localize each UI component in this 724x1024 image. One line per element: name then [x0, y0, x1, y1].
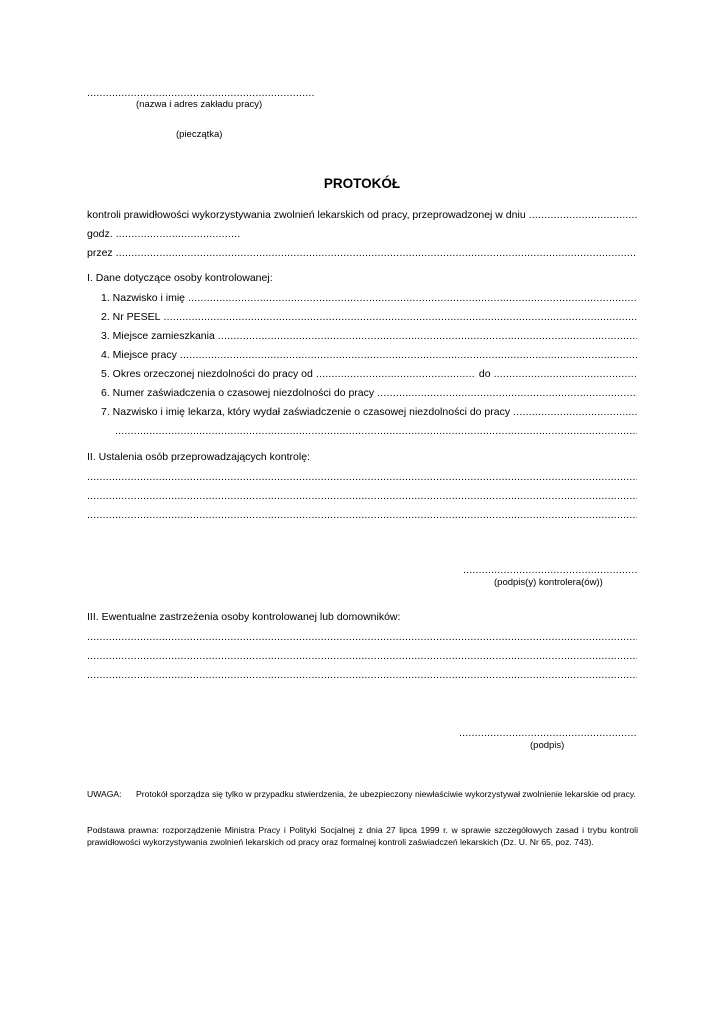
list-item [101, 291, 637, 305]
list-item [101, 310, 637, 324]
inspection-date-label: kontroli prawidłowości wykorzystywania zwolnień lekarskich od pracy, przeprowadzonej w dniu [87, 209, 526, 221]
list-item [101, 386, 637, 400]
inspection-time-line [87, 227, 240, 241]
company-name-field[interactable] [87, 86, 315, 100]
objections-field-3[interactable] [87, 668, 637, 682]
inspector-signature-caption: (podpis(y) kontrolera(ów)) [494, 577, 603, 588]
findings-field-2[interactable] [87, 489, 637, 503]
pesel-field[interactable] [164, 310, 637, 324]
findings-field-3[interactable] [87, 508, 637, 522]
inspection-date-line [87, 208, 637, 222]
list-item [101, 367, 637, 381]
incapacity-to-label: do [478, 368, 491, 380]
note-text: Protokół sporządza się tylko w przypadku stwierdzenia, że ubezpieczony niewłaściwie wykorzystywał zwolnienie lekarskie od pracy. [136, 789, 636, 799]
section-2-heading: II. Ustalenia osób przeprowadzających kontrolę: [87, 451, 310, 463]
incapacity-period-label: 5. Okres orzeczonej niezdolności do pracy od [101, 368, 313, 380]
name-field[interactable] [188, 291, 637, 305]
name-label: 1. Nazwisko i imię [101, 292, 186, 304]
stamp-caption: (pieczątka) [176, 129, 223, 140]
findings-field-1[interactable] [87, 470, 637, 484]
residence-field[interactable] [218, 329, 637, 343]
list-item [101, 329, 637, 343]
inspector-line [87, 246, 637, 260]
workplace-field[interactable] [180, 348, 637, 362]
section-3-heading: III. Ewentualne zastrzeżenia osoby kontrolowanej lub domowników: [87, 611, 401, 623]
workplace-label: 4. Miejsce pracy [101, 349, 177, 361]
residence-label: 3. Miejsce zamieszkania [101, 330, 215, 342]
doctor-name-continuation-field[interactable] [115, 424, 637, 438]
inspection-time-field[interactable] [116, 227, 240, 241]
legal-basis: Podstawa prawna: rozporządzenie Ministra Pracy i Polityki Socjalnej z dnia 27 lipca 1999 r. w sprawie szczegółowych zasad i trybu kontroli prawidłowości wykorzystywania zwolnień lekarskich od pracy oraz formalnej kontroli zaświadczeń lekarskich (Dz. U. Nr 65, poz. 743). [87, 825, 638, 847]
company-name-caption: (nazwa i adres zakładu pracy) [136, 99, 263, 110]
objections-field-2[interactable] [87, 649, 637, 663]
inspection-date-field[interactable] [529, 208, 637, 222]
document-title: PROTOKÓŁ [323, 176, 401, 191]
incapacity-to-field[interactable] [494, 367, 637, 381]
inspector-label: przez [87, 247, 113, 259]
doctor-name-field[interactable] [513, 405, 637, 419]
pesel-label: 2. Nr PESEL [101, 311, 161, 323]
certificate-number-field[interactable] [377, 386, 637, 400]
doctor-name-label: 7. Nazwisko i imię lekarza, który wydał zaświadczenie o czasowej niezdolności do pracy [101, 406, 511, 418]
inspector-field[interactable] [116, 246, 637, 260]
inspector-signature-field[interactable] [463, 563, 637, 577]
incapacity-from-field[interactable] [316, 367, 474, 381]
section-1-heading: I. Dane dotyczące osoby kontrolowanej: [87, 272, 273, 284]
certificate-number-label: 6. Numer zaświadczenia o czasowej niezdolności do pracy [101, 387, 375, 399]
list-item [101, 348, 637, 362]
note-label: UWAGA: [87, 789, 122, 799]
signature-field[interactable] [459, 726, 637, 740]
inspection-time-label: godz. [87, 228, 113, 240]
list-item [101, 405, 637, 419]
signature-caption: (podpis) [530, 740, 565, 751]
objections-field-1[interactable] [87, 630, 637, 644]
